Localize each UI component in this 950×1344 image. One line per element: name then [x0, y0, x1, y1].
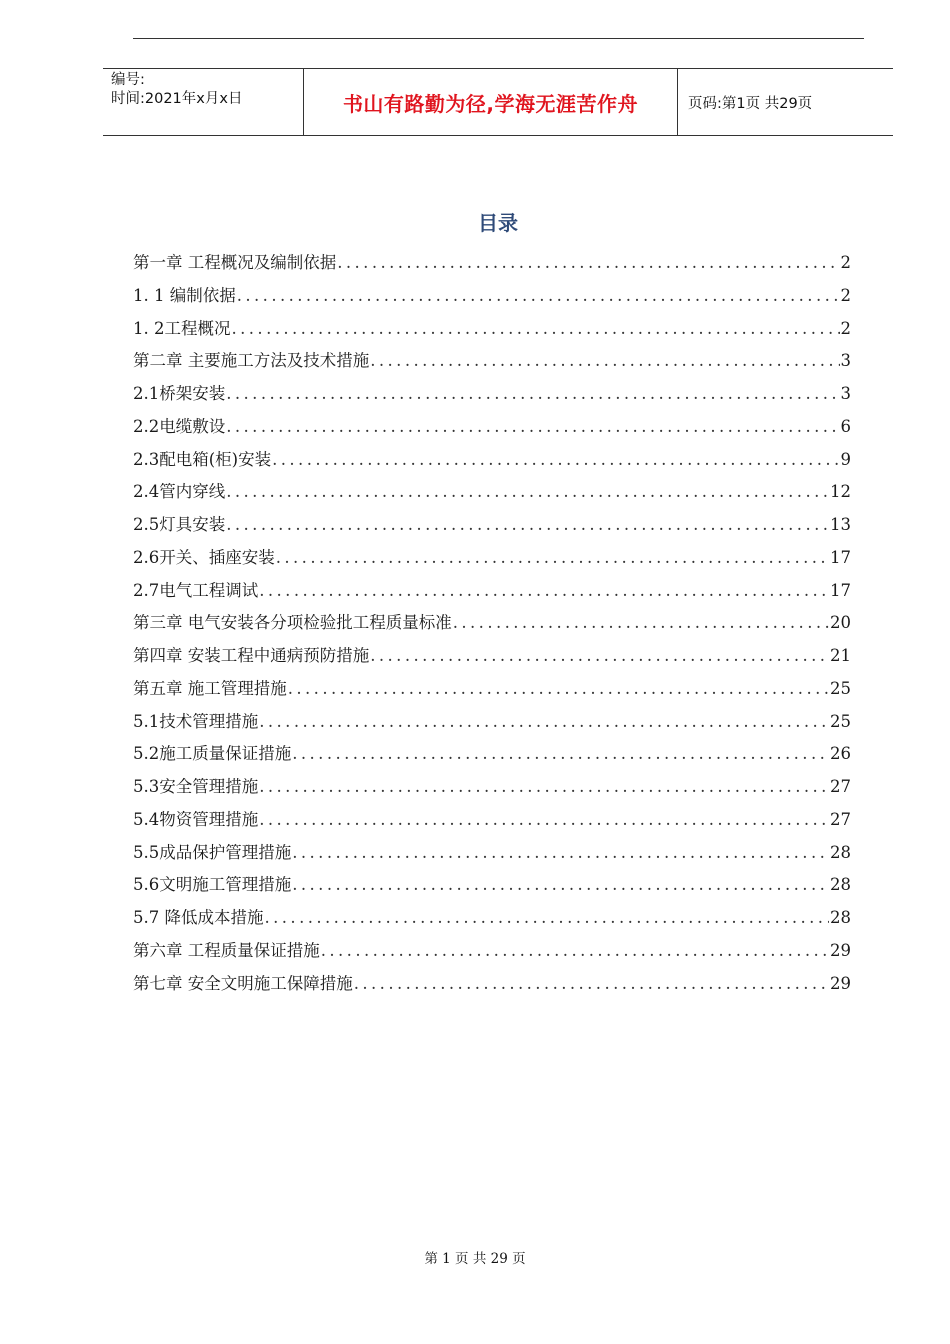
toc-dot-leader	[292, 741, 829, 767]
toc-entry[interactable]	[133, 741, 851, 774]
toc-entry-page: 29	[830, 940, 851, 960]
toc-entry[interactable]	[133, 447, 851, 480]
toc-entry[interactable]	[133, 479, 851, 512]
toc-entry[interactable]	[133, 938, 851, 971]
toc-entry-page: 27	[830, 809, 851, 829]
toc-entry-label: 5.2施工质量保证措施	[133, 744, 292, 764]
toc-dot-leader	[272, 447, 839, 473]
toc-entry[interactable]	[133, 971, 851, 1004]
toc-entry-page: 21	[830, 646, 851, 665]
toc-dot-leader	[232, 316, 840, 342]
toc-dot-leader	[226, 381, 839, 407]
toc-entry-label: 第四章 安装工程中通病预防措施	[133, 646, 370, 665]
toc-entry[interactable]	[133, 283, 851, 316]
toc-entry-page: 25	[830, 678, 851, 698]
number-label: 编号:	[111, 72, 145, 88]
toc-dot-leader	[259, 578, 829, 604]
toc-entry-page: 26	[830, 744, 851, 764]
toc-dot-leader	[265, 905, 830, 931]
toc-dot-leader	[370, 643, 829, 669]
toc-entry-page: 3	[840, 351, 851, 371]
toc-entry-page: 29	[830, 973, 851, 993]
toc-entry-page: 13	[830, 515, 851, 534]
table-of-contents	[133, 250, 851, 1003]
toc-entry[interactable]	[133, 512, 851, 545]
toc-entry-label: 第六章 工程质量保证措施	[133, 940, 320, 960]
toc-entry-page: 2	[840, 285, 851, 305]
toc-dot-leader	[259, 709, 829, 735]
toc-dot-leader	[453, 610, 829, 636]
toc-entry-label: 5.6文明施工管理措施	[133, 875, 292, 895]
toc-entry-label: 2.4管内穿线	[133, 482, 226, 502]
toc-dot-leader	[237, 283, 840, 309]
toc-entry-label: 5.1技术管理措施	[133, 711, 259, 731]
toc-entry-label: 第七章 安全文明施工保障措施	[133, 973, 353, 993]
toc-dot-leader	[292, 872, 829, 898]
toc-entry-label: 5.5成品保护管理措施	[133, 842, 292, 862]
toc-entry-page: 28	[830, 875, 851, 895]
toc-entry-page: 2	[840, 253, 851, 272]
toc-entry-label: 2.6开关、插座安装	[133, 547, 275, 567]
toc-entry-label: 第三章 电气安装各分项检验批工程质量标准	[133, 613, 452, 633]
toc-entry-page: 9	[840, 449, 851, 469]
time-label: 时间:2021年x月x日	[111, 91, 243, 107]
header-motto-cell	[304, 69, 678, 135]
toc-entry[interactable]	[133, 905, 851, 938]
toc-entry-label: 1. 1 编制依据	[133, 285, 236, 305]
toc-entry-page: 27	[830, 777, 851, 796]
toc-entry-label: 5.3安全管理措施	[133, 777, 259, 796]
toc-entry-page: 17	[830, 547, 851, 567]
toc-dot-leader	[370, 348, 839, 374]
toc-entry[interactable]	[133, 709, 851, 742]
toc-entry-label: 2.5灯具安装	[133, 515, 226, 534]
motto-text: 书山有路勤为径,学海无涯苦作舟	[342, 91, 639, 116]
toc-entry-label: 第二章 主要施工方法及技术措施	[133, 351, 370, 371]
toc-entry[interactable]	[133, 872, 851, 905]
header-info-cell	[103, 69, 304, 135]
toc-entry-page: 28	[830, 842, 851, 862]
toc-entry-label: 2.7电气工程调试	[133, 580, 259, 600]
page-code-text: 页码:第1页 共29页	[688, 95, 813, 112]
toc-dot-leader	[354, 971, 829, 997]
toc-entry-label: 2.3配电箱(柜)安装	[133, 449, 272, 469]
toc-entry[interactable]	[133, 348, 851, 381]
document-header-table	[103, 68, 893, 136]
toc-entry-label: 1. 2工程概况	[133, 318, 231, 338]
toc-entry[interactable]	[133, 807, 851, 840]
toc-entry[interactable]	[133, 250, 851, 283]
toc-entry[interactable]	[133, 774, 851, 807]
toc-dot-leader	[226, 512, 829, 538]
toc-dot-leader	[259, 807, 829, 833]
toc-title: 目录	[478, 211, 518, 235]
toc-dot-leader	[226, 414, 839, 440]
toc-entry-page: 2	[840, 318, 851, 338]
header-page-cell	[678, 69, 893, 135]
toc-entry[interactable]	[133, 545, 851, 578]
toc-entry-label: 第五章 施工管理措施	[133, 678, 287, 698]
toc-entry-label: 第一章 工程概况及编制依据	[133, 253, 337, 272]
toc-entry-label: 5.7 降低成本措施	[133, 908, 264, 927]
toc-entry-page: 12	[830, 482, 851, 502]
toc-entry-page: 3	[840, 384, 851, 403]
toc-entry[interactable]	[133, 578, 851, 611]
toc-entry[interactable]	[133, 676, 851, 709]
toc-dot-leader	[292, 840, 829, 866]
page-footer: 第 1 页 共 29 页	[424, 1251, 526, 1267]
toc-dot-leader	[321, 938, 829, 964]
toc-dot-leader	[226, 479, 829, 505]
toc-dot-leader	[276, 545, 829, 571]
toc-entry-label: 2.2电缆敷设	[133, 416, 226, 436]
toc-entry-page: 25	[830, 711, 851, 731]
toc-entry[interactable]	[133, 381, 851, 414]
toc-entry-label: 2.1桥架安装	[133, 384, 226, 403]
toc-entry-page: 17	[830, 580, 851, 600]
header-top-rule	[133, 38, 864, 39]
toc-entry[interactable]	[133, 316, 851, 349]
toc-entry-label: 5.4物资管理措施	[133, 809, 259, 829]
toc-entry[interactable]	[133, 643, 851, 676]
toc-entry-page: 6	[840, 416, 851, 436]
toc-entry-page: 20	[830, 613, 851, 633]
toc-entry[interactable]	[133, 414, 851, 447]
toc-dot-leader	[288, 676, 829, 702]
toc-dot-leader	[337, 250, 839, 276]
toc-entry[interactable]	[133, 610, 851, 643]
toc-entry-page: 28	[830, 908, 851, 927]
toc-entry[interactable]	[133, 840, 851, 873]
toc-dot-leader	[259, 774, 829, 800]
